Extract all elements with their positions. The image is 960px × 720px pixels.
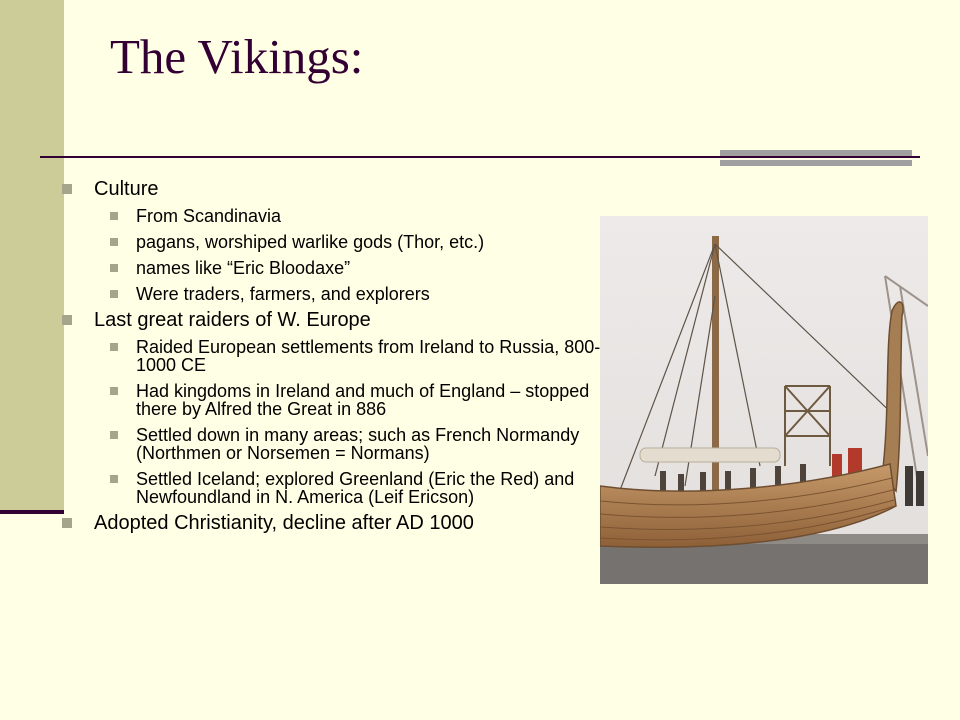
sub-bullet-text: Settled down in many areas; such as French Normandy (Northmen or Norsemen = Normans) [136, 425, 580, 463]
viking-ship-photo [600, 216, 928, 584]
slide-title: The Vikings: [110, 29, 364, 84]
bullet-raiders [62, 310, 602, 330]
sub-bullet [62, 233, 602, 251]
bullet-square-icon [62, 518, 72, 528]
bullet-square-icon [62, 184, 72, 194]
sub-bullet [62, 426, 602, 462]
sub-bullet [62, 285, 602, 303]
sub-bullet-text: Raided European settlements from Ireland to Russia, 800-1000 CE [136, 337, 601, 375]
sub-bullet [62, 470, 602, 506]
sub-bullet [62, 338, 602, 374]
bullet-square-icon [110, 343, 118, 351]
sub-bullet [62, 382, 602, 418]
bullet-square-icon [110, 238, 118, 246]
left-band-accent [0, 510, 64, 514]
bullet-square-icon [62, 315, 72, 325]
sub-bullet-text: Had kingdoms in Ireland and much of England – stopped there by Alfred the Great in 886 [136, 381, 590, 419]
bullet-text: Last great raiders of W. Europe [94, 309, 371, 331]
sub-bullet [62, 259, 602, 277]
bullet-square-icon [110, 475, 118, 483]
sub-bullet-text: pagans, worshiped warlike gods (Thor, etc.) [136, 232, 485, 252]
bullet-square-icon [110, 264, 118, 272]
bullet-text: Culture [94, 178, 159, 200]
sub-bullet-text: From Scandinavia [136, 206, 282, 226]
bullet-square-icon [110, 431, 118, 439]
sub-bullet-text: Settled Iceland; explored Greenland (Eric the Red) and Newfoundland in N. America (Leif Ericson) [136, 469, 575, 507]
sub-bullet-text: names like “Eric Bloodaxe” [136, 258, 351, 278]
viking-ship-illustration [600, 216, 928, 584]
bullet-culture [62, 179, 602, 199]
left-decor-band [0, 0, 64, 510]
bullet-square-icon [110, 212, 118, 220]
bullet-list [62, 172, 602, 533]
title-divider-accent [720, 150, 912, 166]
bullet-square-icon [110, 290, 118, 298]
bullet-square-icon [110, 387, 118, 395]
sub-bullet [62, 207, 602, 225]
bullet-christianity [62, 513, 602, 533]
bullet-text: Adopted Christianity, decline after AD 1000 [94, 512, 474, 534]
sub-bullet-text: Were traders, farmers, and explorers [136, 284, 430, 304]
